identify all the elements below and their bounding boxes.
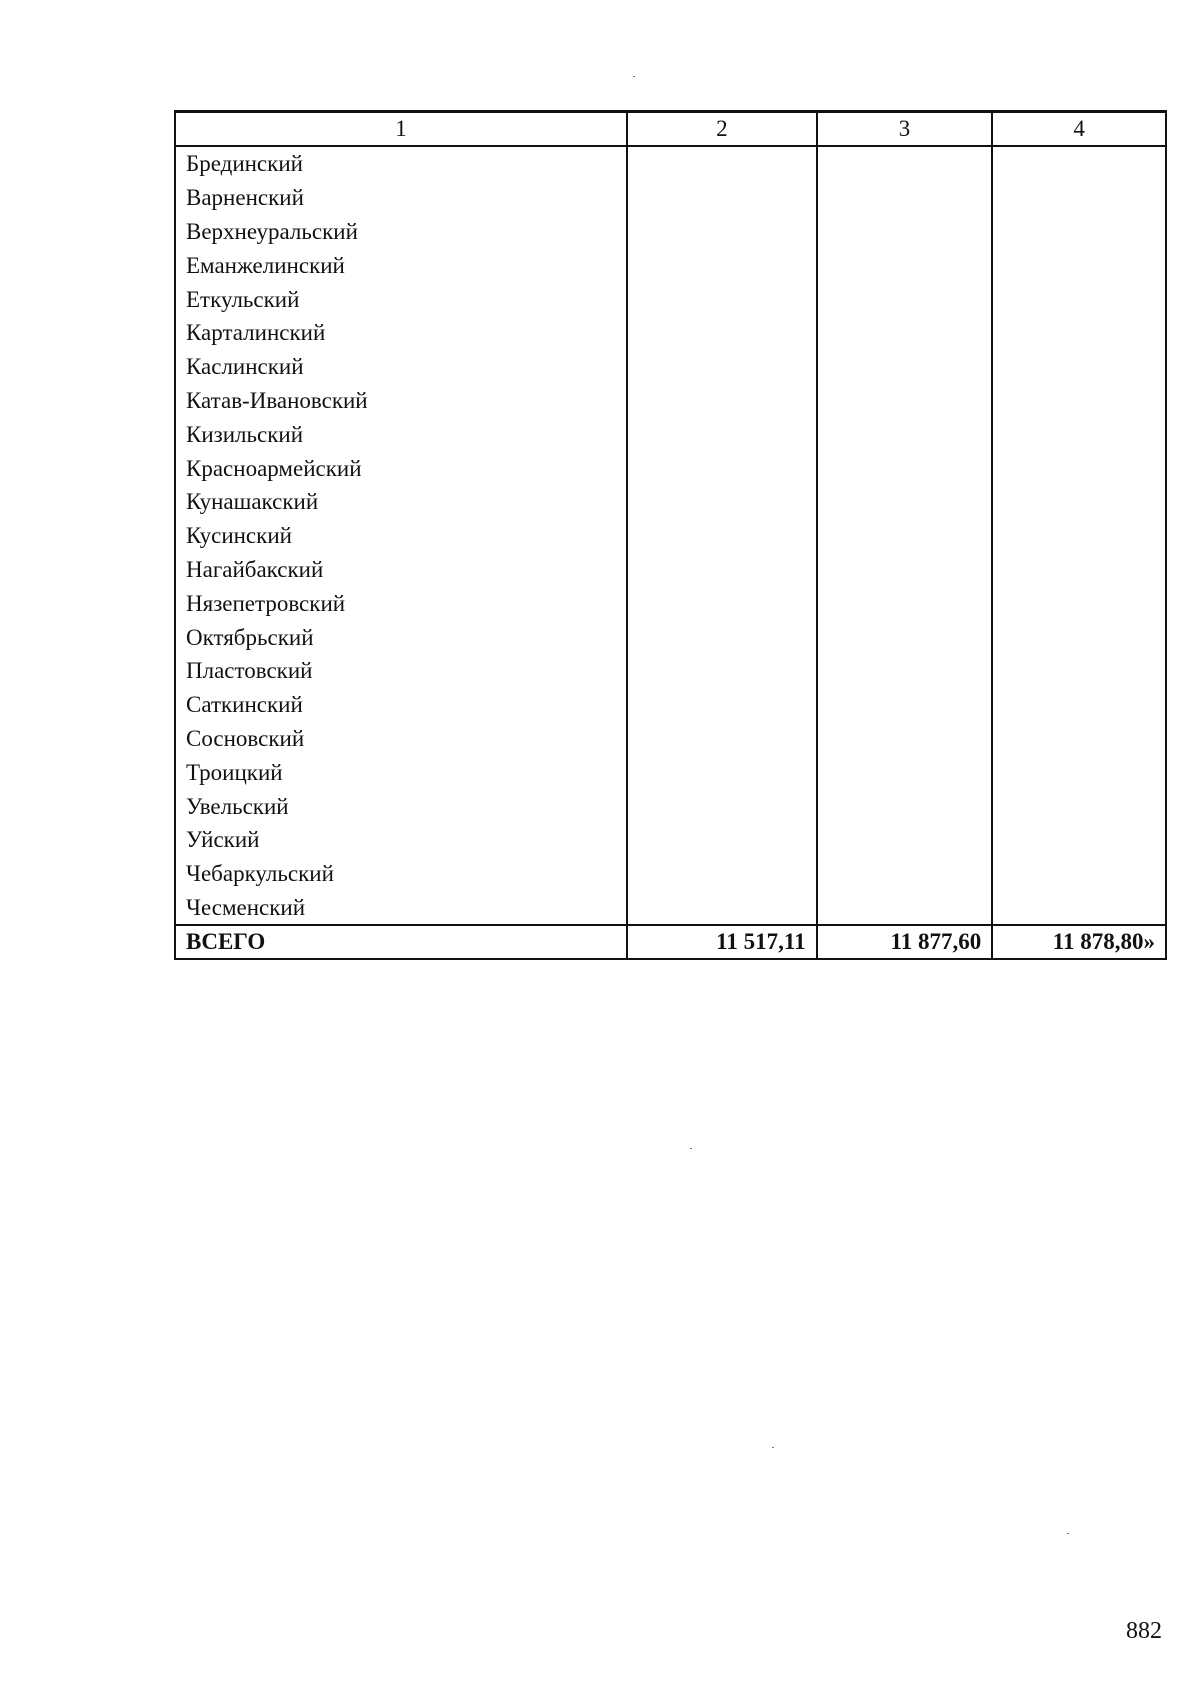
empty-cell (817, 553, 993, 587)
empty-cell (992, 316, 1166, 350)
table-row (175, 316, 1166, 350)
empty-cell (817, 384, 993, 418)
empty-cell (817, 857, 993, 891)
empty-cell (817, 350, 993, 384)
empty-cell (817, 755, 993, 789)
empty-cell (817, 519, 993, 553)
table-row (175, 248, 1166, 282)
empty-cell (992, 146, 1166, 181)
column-header-3: 3 (817, 112, 993, 147)
empty-cell (992, 519, 1166, 553)
table-row (175, 485, 1166, 519)
empty-cell (627, 417, 817, 451)
district-name: Варненский (175, 181, 627, 215)
header-row (175, 112, 1166, 147)
empty-cell (992, 654, 1166, 688)
empty-cell (992, 688, 1166, 722)
empty-cell (992, 384, 1166, 418)
empty-cell (627, 350, 817, 384)
empty-cell (627, 384, 817, 418)
empty-cell (992, 722, 1166, 756)
empty-cell (817, 316, 993, 350)
empty-cell (817, 248, 993, 282)
empty-cell (627, 857, 817, 891)
table-header (175, 112, 1166, 147)
empty-cell (817, 722, 993, 756)
empty-cell (817, 789, 993, 823)
district-name: Каслинский (175, 350, 627, 384)
empty-cell (627, 755, 817, 789)
table-row (175, 857, 1166, 891)
total-col2-value: 11 517,11 (627, 925, 817, 959)
table-row (175, 722, 1166, 756)
empty-cell (992, 755, 1166, 789)
total-col4-value: 11 878,80» (992, 925, 1166, 959)
empty-cell (817, 146, 993, 181)
table-row (175, 282, 1166, 316)
district-name: Верхнеуральский (175, 215, 627, 249)
empty-cell (992, 553, 1166, 587)
district-name: Брединский (175, 146, 627, 181)
empty-cell (627, 789, 817, 823)
empty-cell (992, 248, 1166, 282)
empty-cell (627, 451, 817, 485)
column-header-4: 4 (992, 112, 1166, 147)
empty-cell (627, 891, 817, 926)
district-name: Карталинский (175, 316, 627, 350)
district-name: Сосновский (175, 722, 627, 756)
table-row (175, 755, 1166, 789)
empty-cell (992, 586, 1166, 620)
district-name: Катав-Ивановский (175, 384, 627, 418)
table-row (175, 823, 1166, 857)
empty-cell (627, 181, 817, 215)
table-row (175, 215, 1166, 249)
empty-cell (627, 654, 817, 688)
table-row (175, 620, 1166, 654)
empty-cell (992, 485, 1166, 519)
district-name: Увельский (175, 789, 627, 823)
district-name: Еманжелинский (175, 248, 627, 282)
page-number: 882 (1126, 1618, 1162, 1644)
empty-cell (817, 823, 993, 857)
district-name: Кусинский (175, 519, 627, 553)
table-row (175, 181, 1166, 215)
scan-speck (772, 1447, 774, 1448)
table-row (175, 586, 1166, 620)
empty-cell (627, 485, 817, 519)
empty-cell (992, 181, 1166, 215)
empty-cell (992, 857, 1166, 891)
empty-cell (992, 789, 1166, 823)
table-row (175, 654, 1166, 688)
table-row (175, 451, 1166, 485)
table-row (175, 519, 1166, 553)
district-table (174, 110, 1167, 960)
table-row (175, 789, 1166, 823)
empty-cell (627, 586, 817, 620)
empty-cell (627, 620, 817, 654)
district-name: Уйский (175, 823, 627, 857)
table-row (175, 146, 1166, 181)
table-row (175, 417, 1166, 451)
empty-cell (992, 417, 1166, 451)
district-name: Октябрьский (175, 620, 627, 654)
empty-cell (627, 316, 817, 350)
empty-cell (817, 688, 993, 722)
table-body (175, 146, 1166, 959)
district-name: Чебаркульский (175, 857, 627, 891)
empty-cell (817, 620, 993, 654)
district-name: Нагайбакский (175, 553, 627, 587)
scan-speck (690, 1148, 692, 1149)
empty-cell (992, 891, 1166, 926)
empty-cell (817, 282, 993, 316)
empty-cell (627, 519, 817, 553)
district-name: Красноармейский (175, 451, 627, 485)
empty-cell (627, 688, 817, 722)
district-name: Еткульский (175, 282, 627, 316)
empty-cell (817, 485, 993, 519)
table-row (175, 891, 1166, 926)
table-row (175, 350, 1166, 384)
empty-cell (817, 215, 993, 249)
district-name: Чесменский (175, 891, 627, 926)
empty-cell (817, 181, 993, 215)
scan-speck (633, 76, 635, 77)
total-label: ВСЕГО (175, 925, 627, 959)
empty-cell (817, 654, 993, 688)
table-row (175, 384, 1166, 418)
empty-cell (627, 282, 817, 316)
table-row (175, 553, 1166, 587)
empty-cell (992, 451, 1166, 485)
empty-cell (627, 215, 817, 249)
empty-cell (992, 823, 1166, 857)
district-name: Кунашакский (175, 485, 627, 519)
district-name: Пластовский (175, 654, 627, 688)
empty-cell (992, 350, 1166, 384)
total-row (175, 925, 1166, 959)
district-name: Нязепетровский (175, 586, 627, 620)
total-col3-value: 11 877,60 (817, 925, 993, 959)
empty-cell (817, 586, 993, 620)
empty-cell (627, 823, 817, 857)
empty-cell (627, 553, 817, 587)
empty-cell (992, 620, 1166, 654)
district-name: Саткинский (175, 688, 627, 722)
empty-cell (627, 722, 817, 756)
district-name: Троицкий (175, 755, 627, 789)
empty-cell (627, 248, 817, 282)
empty-cell (992, 215, 1166, 249)
district-name: Кизильский (175, 417, 627, 451)
empty-cell (817, 417, 993, 451)
empty-cell (817, 891, 993, 926)
scan-speck (1067, 1533, 1069, 1534)
column-header-1: 1 (175, 112, 627, 147)
table-row (175, 688, 1166, 722)
empty-cell (817, 451, 993, 485)
column-header-2: 2 (627, 112, 817, 147)
empty-cell (992, 282, 1166, 316)
empty-cell (627, 146, 817, 181)
